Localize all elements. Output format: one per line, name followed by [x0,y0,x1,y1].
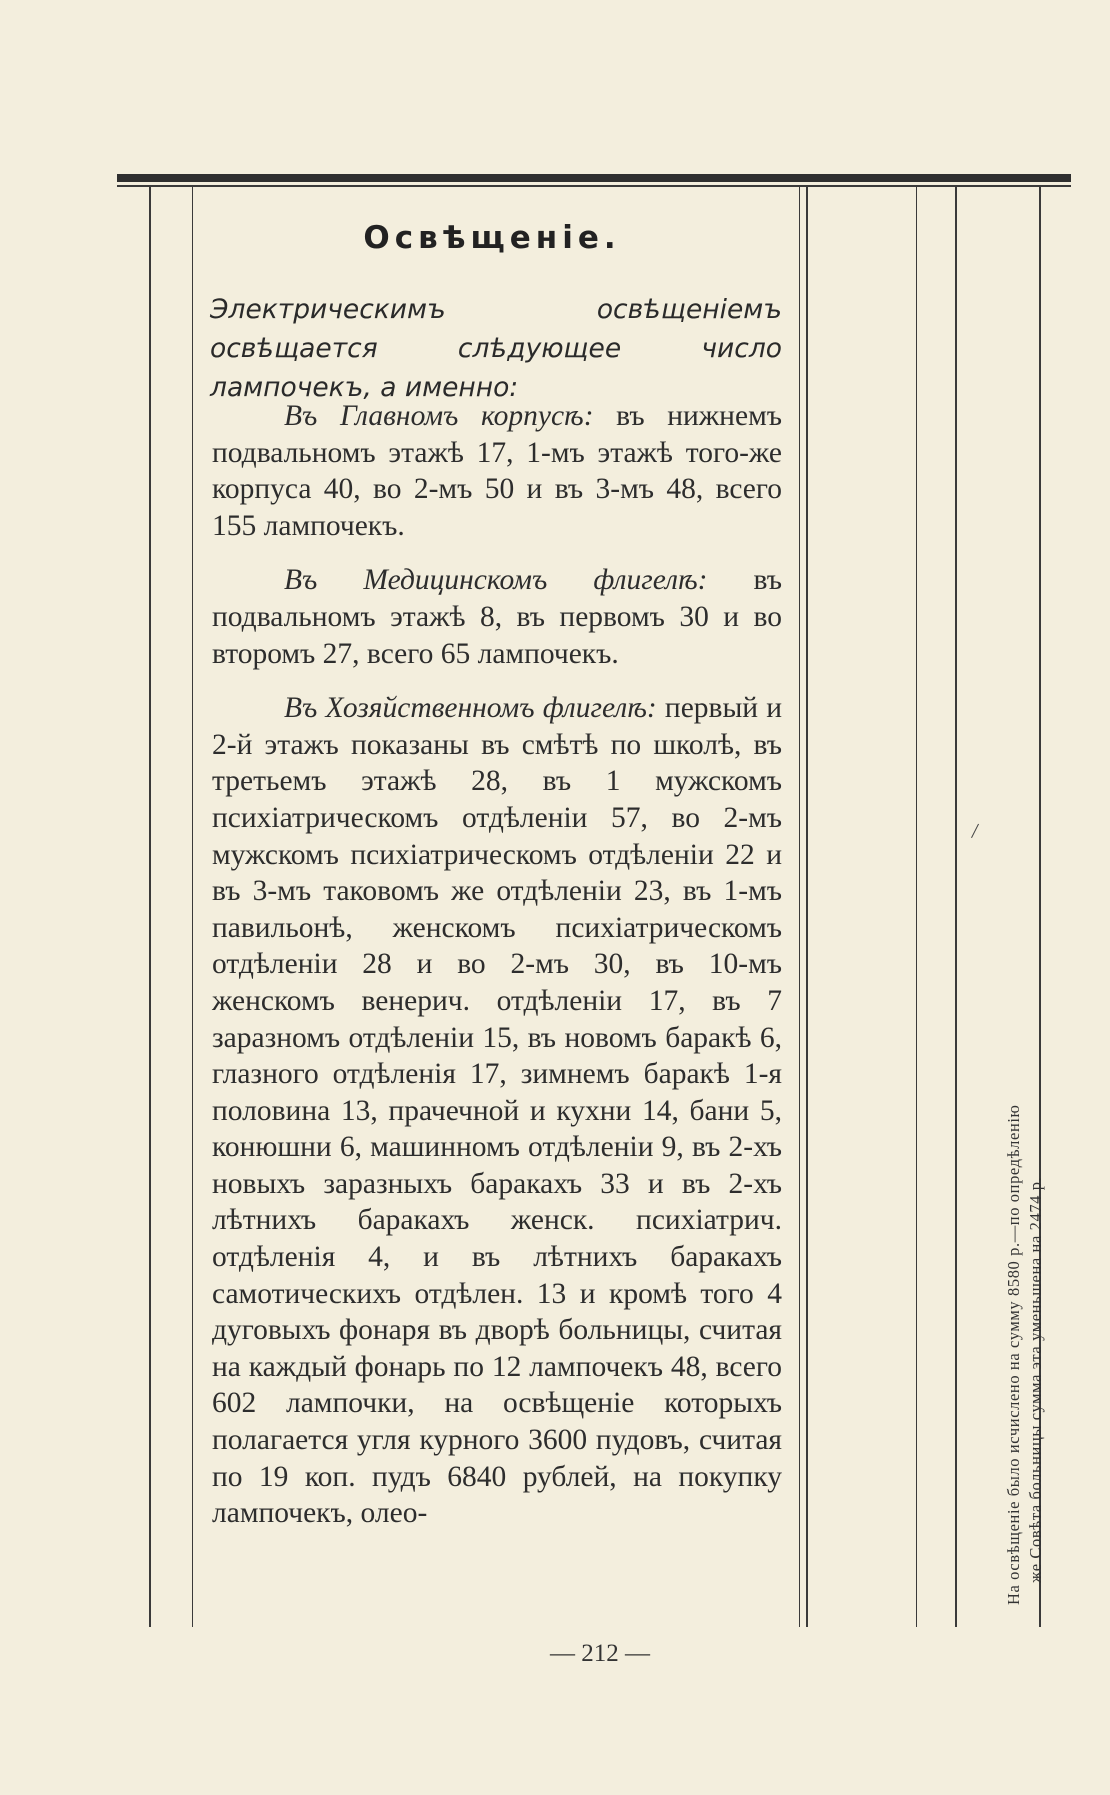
column-rule [806,187,808,1627]
column-rule [955,187,957,1627]
body-text [212,398,782,1550]
column-rule [799,187,800,1627]
paragraph-utility-wing [212,690,782,1532]
page-number: — 212 — [550,1640,650,1667]
paragraph-text: первый и 2-й этажъ показаны въ смѣтѣ по школѣ, въ третьемъ этажѣ 28, въ 1 мужскомъ психіатрическомъ отдѣленіи 57, во 2-мъ мужскомъ психіатрическомъ отдѣленіи 22 и въ 3-мъ таковомъ же отдѣленіи 23, въ 1-мъ павильонѣ, женскомъ психіатрическомъ отдѣленіи 28 и во 2-мъ 30, въ 10-мъ женскомъ венерич. отдѣленіи 17, въ 7 заразномъ отдѣленіи 15, въ новомъ баракѣ 6, глазного отдѣленія 17, зимнемъ баракѣ 1-я половина 13, прачечной и кухни 14, бани 5, конюшни 6, машинномъ отдѣленіи 9, въ 2-хъ новыхъ заразныхъ баракахъ 33 и въ 2-хъ лѣтнихъ баракахъ женск. психіатрич. отдѣленія 4, и въ лѣтнихъ баракахъ самотическихъ отдѣлен. 13 и кромѣ того 4 дуговыхъ фонаря въ дворѣ больницы, считая на каждый фонарь по 12 лампочекъ 48, всего 602 лампочки, на освѣщеніе которыхъ полагается угля курного 3600 пудовъ, считая по 19 коп. пудъ 6840 рублей, на покупку лампочекъ, олео- [212,692,782,1530]
side-note [1003,1005,1047,1605]
paragraph-main-building [212,398,782,544]
top-rule-thin [117,185,1071,187]
side-note-line: На освѣщеніе было исчислено на сумму 8580 р.—по опредѣленію [1004,1104,1023,1605]
paragraph-lead: Въ Медицинскомъ флигелѣ: [284,564,708,597]
margin-mark: / [970,817,980,844]
paragraph-lead: Въ Главномъ корпусѣ: [284,400,594,432]
paragraph-lead: Въ Хозяйственномъ флигелѣ: [284,692,657,725]
paragraph-text: въ подвальномъ этажѣ 8, въ первомъ 30 и во второмъ 27, всего 65 лампочекъ. [212,564,783,670]
column-rule [916,187,917,1627]
column-rule [149,187,151,1627]
paragraph-text: въ нижнемъ подвальномъ этажѣ 17, 1-мъ этажѣ того-же корпуса 40, во 2-мъ 50 и въ 3-мъ 48, всего 155 лампочекъ. [212,400,782,542]
top-rule [117,174,1071,182]
column-rule [192,187,193,1627]
side-note-line: же Совѣта больницы сумма эта уменьшена на 2474 р. [1026,1176,1045,1583]
section-title: Освѣщеніе. [363,220,621,256]
section-intro: Электрическимъ освѣщеніемъ освѣщается слѣдующее число лампочекъ, а именно: [210,294,782,403]
paragraph-medical-wing [212,562,782,672]
